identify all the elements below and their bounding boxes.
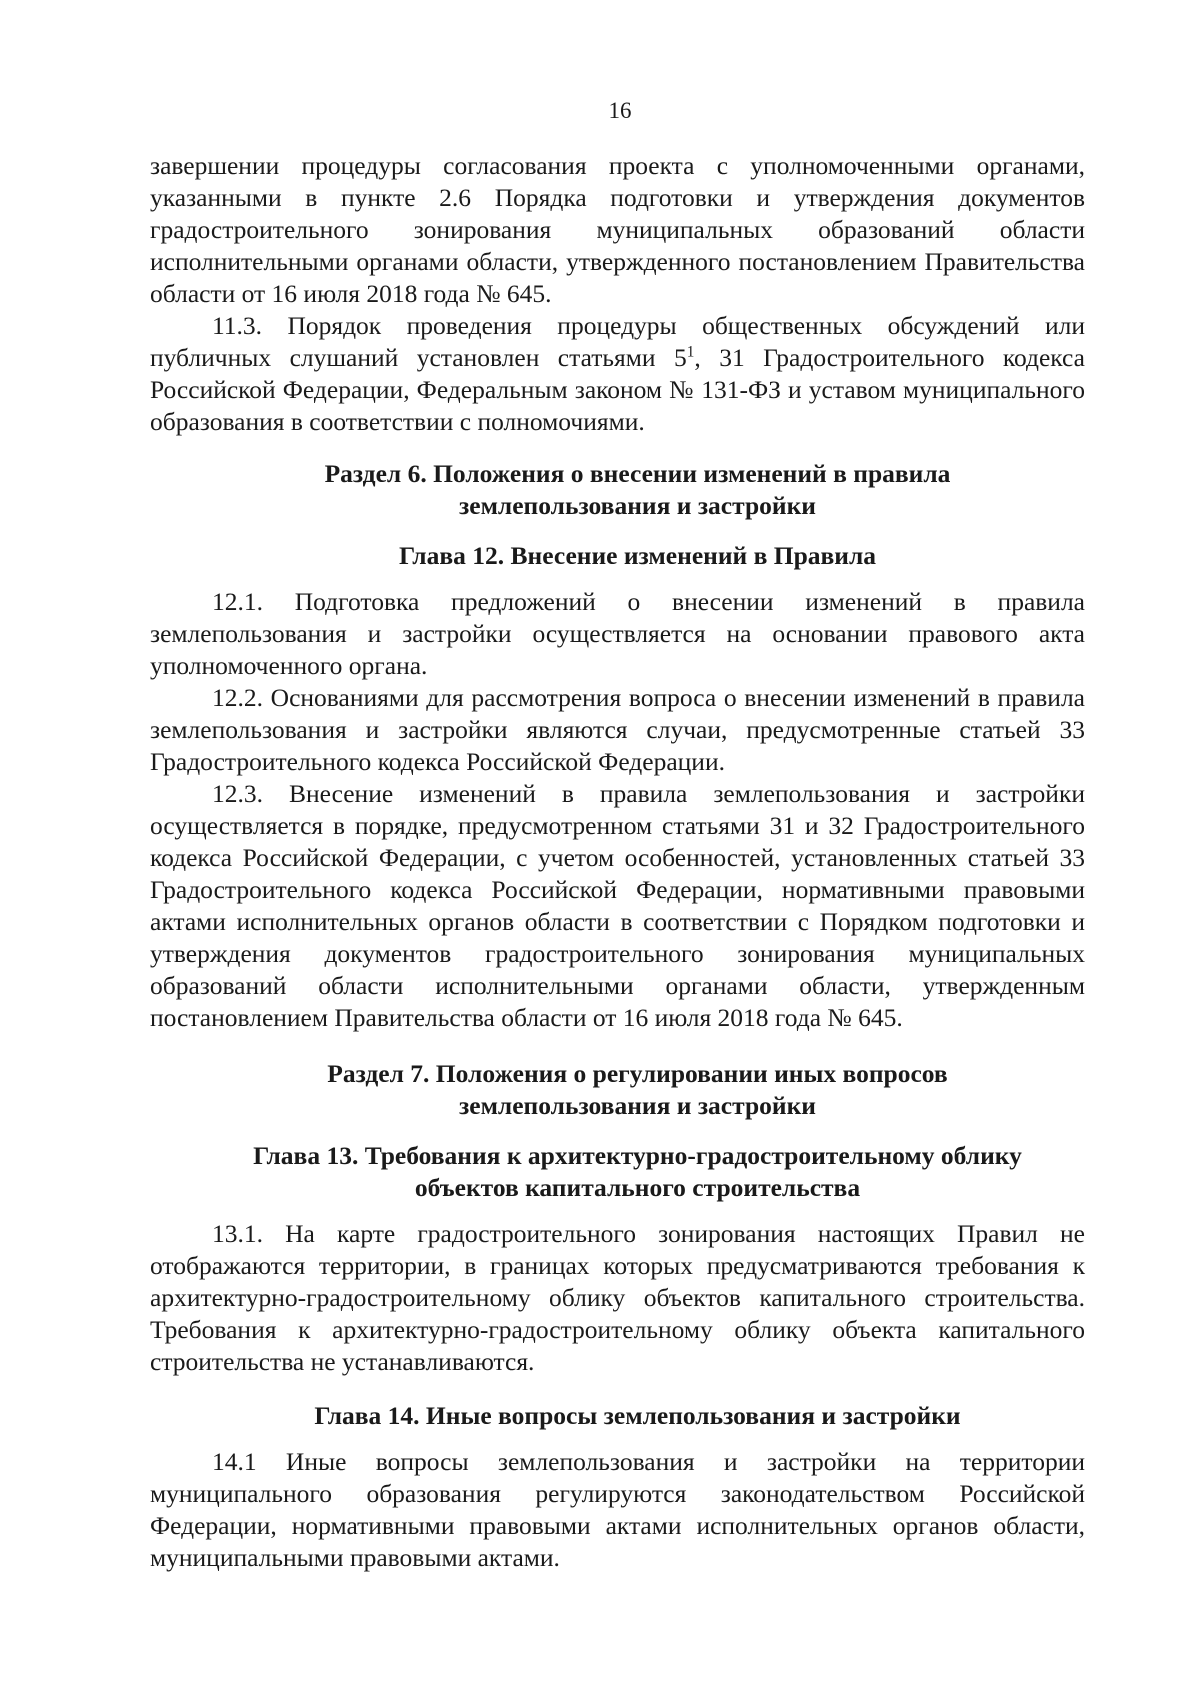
section-6-heading-line-2: землепользования и застройки	[459, 491, 816, 520]
chapter-14-heading-line: Глава 14. Иные вопросы землепользования и застройки	[314, 1401, 961, 1430]
superscript: 1	[686, 343, 695, 361]
paragraph-continuation: завершении процедуры согласования проекта с уполномоченными органами, указанными в пункте 2.6 Порядка подготовки и утверждения документов градостроительного зонирования муниципальных образований области исполнительными органами области, утвержденного постановлением Правительства области от 16 июля 2018 года № 645.	[150, 151, 1085, 308]
section-6-heading	[150, 458, 1085, 522]
chapter-12-heading-line: Глава 12. Внесение изменений в Правила	[398, 541, 877, 570]
paragraph-13-1: 13.1. На карте градостроительного зонирования настоящих Правил не отображаются территории, в границах которых предусматриваются требования к архитектурно-градостроительному облику объектов капитального строительства. Требования к архитектурно-градостроительному облику объекта капитального строительства не устанавливаются.	[150, 1219, 1085, 1376]
section-7-heading-line-2: землепользования и застройки	[459, 1091, 816, 1120]
chapter-12-heading	[150, 540, 1085, 572]
paragraph-12-3: 12.3. Внесение изменений в правила землепользования и застройки осуществляется в порядке, предусмотренном статьями 31 и 32 Градостроительного кодекса Российской Федерации, с учетом особенностей, установленных статьей 33 Градостроительного кодекса Российской Федерации, нормативными правовыми актами исполнительных органов области в соответствии с Порядком подготовки и утверждения документов градостроительного зонирования муниципальных образований области исполнительными органами области, утвержденным постановлением Правительства области от 16 июля 2018 года № 645.	[150, 779, 1085, 1032]
paragraph-11-3	[150, 310, 1085, 438]
document-body	[150, 150, 1085, 1574]
paragraph-14-1: 14.1 Иные вопросы землепользования и застройки на территории муниципального образования регулируются законодательством Российской Федерации, нормативными правовыми актами исполнительных органов области, муниципальными правовыми актами.	[150, 1447, 1085, 1572]
chapter-14-heading	[150, 1400, 1085, 1432]
paragraph-12-1: 12.1. Подготовка предложений о внесении изменений в правила землепользования и застройки осуществляется на основании правового акта уполномоченного органа.	[150, 587, 1085, 680]
section-7-heading-line-1: Раздел 7. Положения о регулировании иных вопросов	[327, 1059, 948, 1088]
chapter-13-heading-line-1: Глава 13. Требования к архитектурно-градостроительному облику	[253, 1141, 1022, 1170]
section-7-heading	[150, 1058, 1085, 1122]
section-6-heading-line-1: Раздел 6. Положения о внесении изменений в правила	[324, 459, 951, 488]
paragraph-12-2: 12.2. Основаниями для рассмотрения вопроса о внесении изменений в правила землепользования и застройки являются случаи, предусмотренные статьей 33 Градостроительного кодекса Российской Федерации.	[150, 683, 1085, 776]
paragraph-11-3-text-end: , 31 Градостроительного кодекса Российской Федерации, Федеральным законом № 131-ФЗ и уставом муниципального образования в соответствии с полномочиями.	[150, 343, 1085, 436]
paragraph-11-3-text: 11.3. Порядок проведения процедуры общественных обсуждений или публичных слушаний установлен статьями 5	[150, 311, 1085, 372]
chapter-13-heading-line-2: объектов капитального строительства	[414, 1173, 861, 1202]
page-number: 16	[608, 98, 632, 123]
chapter-13-heading	[150, 1140, 1085, 1204]
